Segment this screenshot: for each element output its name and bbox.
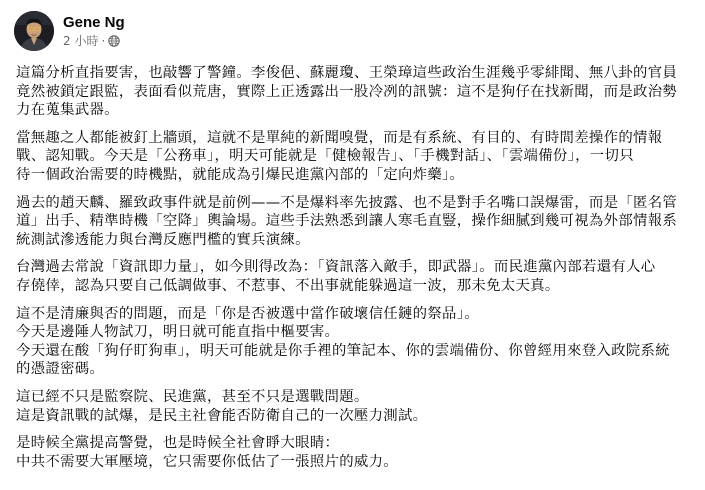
post-paragraph: 這篇分析直指要害，也敲響了警鐘。李俊俋、蘇麗瓊、王榮璋這些政治生涯幾乎零緋聞、無八卦的官員 竟然被鎖定跟監，表面看似荒唐，實際上正透露出一股冷冽的訊號：這不是狗仔在找新聞，而是政治勢 力在蒐集武器。: [16, 65, 678, 119]
post-paragraph: 當無趣之人都能被釘上牆頭，這就不是單純的新聞嗅覺，而是有系統、有目的、有時間差操作的情報 戰、認知戰。今天是「公務車」，明天可能就是「健檢報告」、「手機對話」、「雲端備份」，一切只 待一個政治需要的時機點，就能成為引爆民進黨內部的「定向炸藥」。: [16, 129, 663, 183]
globe-icon[interactable]: [108, 35, 120, 47]
post-paragraph: 是時候全黨提高警覺，也是時候全社會睜大眼睛： 中共不需要大軍壓境，它只需要你低估了一張照片的威力。: [16, 435, 398, 470]
post-body: [16, 64, 700, 480]
post-timestamp[interactable]: 2 小時: [63, 34, 99, 48]
post-header: [14, 9, 125, 53]
post-paragraph: 這不是清廉與否的問題，而是「你是否被選中當作破壞信任鏈的祭品」。 今天是邊陲人物試刀，明日就可能直指中樞要害。 今天還在酸「狗仔盯狗車」，明天可能就是你手裡的筆記本、你的雲端備份、你曾經用來登入政院系統 的憑證密碼。: [16, 305, 670, 378]
post-meta: [63, 13, 125, 49]
avatar[interactable]: [14, 11, 54, 51]
author-name[interactable]: Gene Ng: [63, 14, 125, 31]
post-subline: [63, 33, 125, 49]
post-paragraph: 過去的趙天麟、羅致政事件就是前例——不是爆料率先披露、也不是對手名嘴口誤爆雷，而是「匿名管 道」出手、精準時機「空降」輿論場。這些手法熟悉到讓人寒毛直豎，操作細膩到幾可視為外部情報系 統測試滲透能力與台灣反應門檻的實兵演練。: [16, 194, 678, 248]
separator-dot: ·: [101, 34, 106, 48]
post-paragraph: 台灣過去常說「資訊即力量」，如今則得改為：「資訊落入敵手，即武器」。而民進黨內部若還有人心 存僥倖，認為只要自己低調做事、不惹事、不出事就能躲過這一波，那未免太天真。: [16, 259, 656, 294]
post-paragraph: 這已經不只是監察院、民進黨，甚至不只是選戰問題。 這是資訊戰的試爆，是民主社會能否防衛自己的一次壓力測試。: [16, 388, 428, 424]
